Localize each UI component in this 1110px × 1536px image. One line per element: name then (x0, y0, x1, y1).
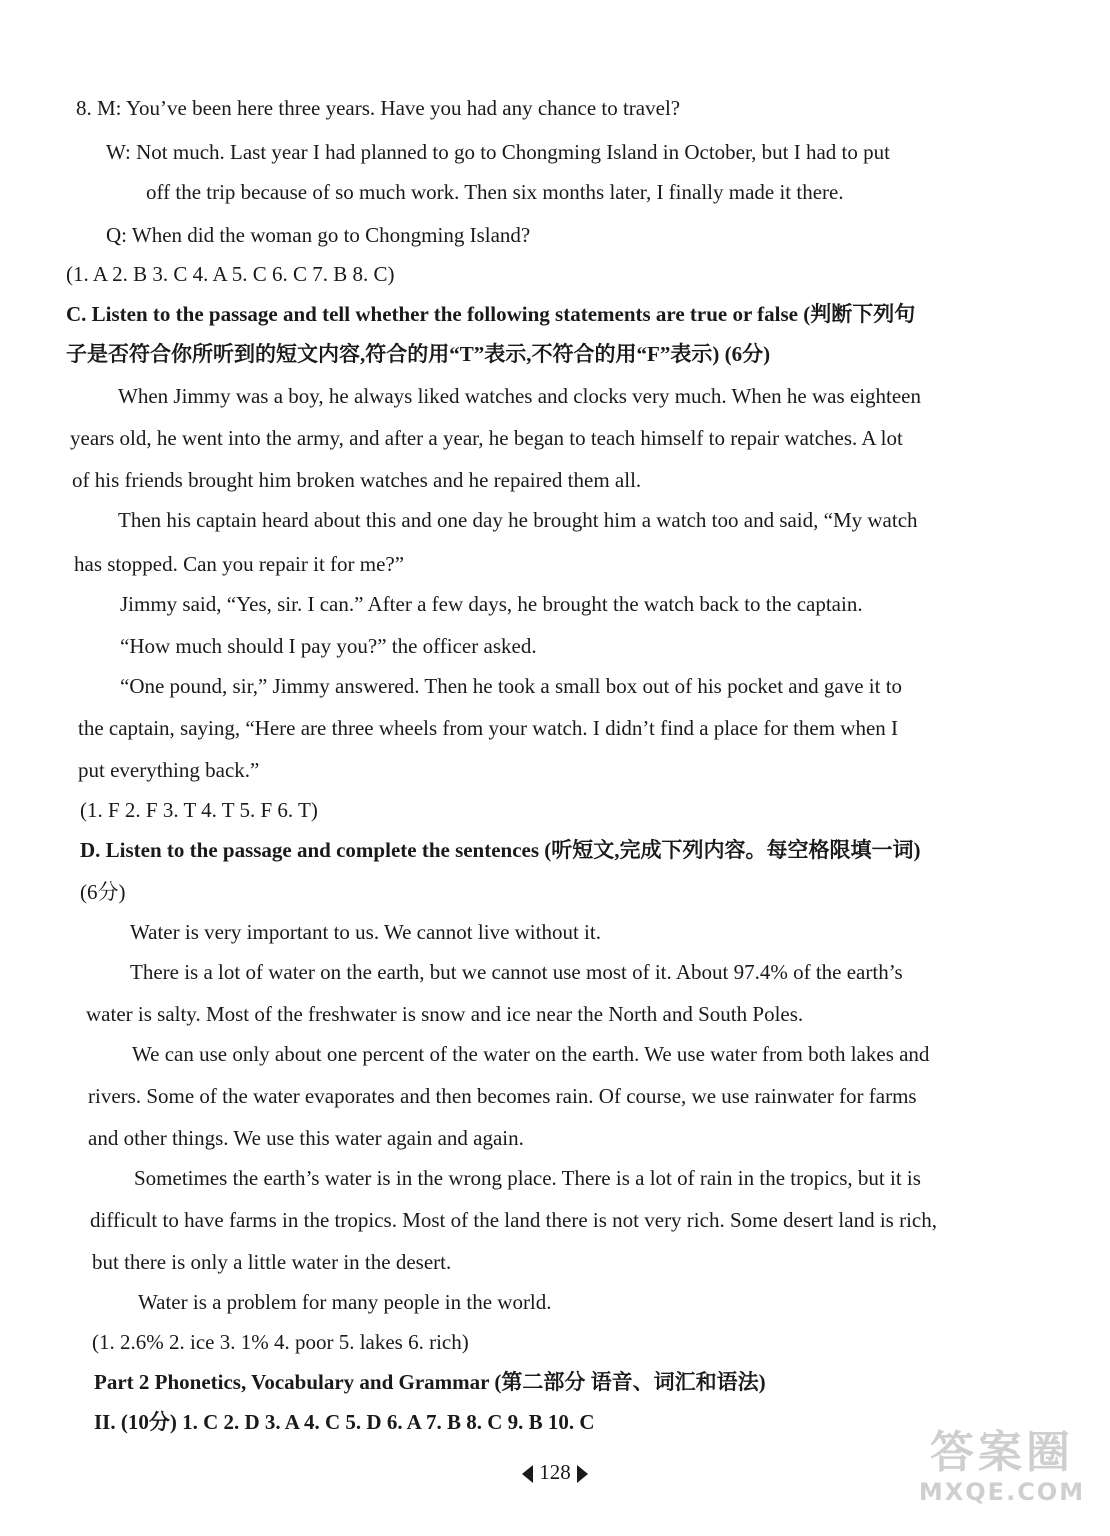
site-watermark (912, 1428, 1092, 1514)
passage-d-line: rivers. Some of the water evaporates and then becomes rain. Of course, we use rainwater for farms (88, 1084, 917, 1108)
passage-d-line: but there is only a little water in the desert. (92, 1250, 452, 1274)
page-number: 128 (539, 1460, 571, 1484)
section-c-heading-line-1: C. Listen to the passage and tell whether the following statements are true or false (判断下列句 (66, 302, 916, 326)
answers-section-c: (1. F 2. F 3. T 4. T 5. F 6. T) (80, 798, 318, 822)
triangle-left-icon (522, 1465, 533, 1483)
passage-c-line: of his friends brought him broken watches and he repaired them all. (72, 468, 642, 492)
passage-c-line: “One pound, sir,” Jimmy answered. Then he took a small box out of his pocket and gave it to (120, 674, 903, 698)
triangle-right-icon (577, 1465, 588, 1483)
passage-c-line: put everything back.” (78, 758, 260, 782)
dialogue-8-w-line-2: off the trip because of so much work. Then six months later, I finally made it there. (146, 180, 844, 204)
passage-d-line: Sometimes the earth’s water is in the wrong place. There is a lot of rain in the tropics, but it is (134, 1166, 921, 1190)
part-2-heading: Part 2 Phonetics, Vocabulary and Grammar (第二部分 语音、词汇和语法) (94, 1370, 766, 1394)
section-d-heading-line-1: D. Listen to the passage and complete the sentences (听短文,完成下列内容。每空格限填一词) (80, 838, 921, 862)
passage-c-line: has stopped. Can you repair it for me?” (74, 552, 405, 576)
watermark-domain-text: MXQE.COM (918, 1478, 1086, 1506)
watermark-logo-text: 答案圈 (930, 1427, 1074, 1478)
passage-d-line: water is salty. Most of the freshwater is snow and ice near the North and South Poles. (86, 1002, 804, 1026)
dialogue-8-m-line: 8. M: You’ve been here three years. Have you had any chance to travel? (76, 96, 681, 120)
passage-c-line: the captain, saying, “Here are three wheels from your watch. I didn’t find a place for them when I (78, 716, 899, 740)
passage-d-line: and other things. We use this water again and again. (88, 1126, 524, 1150)
passage-c-line: Jimmy said, “Yes, sir. I can.” After a few days, he brought the watch back to the captain. (120, 592, 863, 616)
passage-d-line: Water is very important to us. We cannot live without it. (130, 920, 601, 944)
dialogue-8-w-line-1: W: Not much. Last year I had planned to go to Chongming Island in October, but I had to put (106, 140, 890, 164)
passage-c-line: Then his captain heard about this and one day he brought him a watch too and said, “My watch (118, 508, 918, 532)
passage-d-line: There is a lot of water on the earth, but we cannot use most of it. About 97.4% of the earth’s (130, 960, 903, 984)
passage-d-line: difficult to have farms in the tropics. Most of the land there is not very rich. Some desert land is rich, (90, 1208, 937, 1232)
dialogue-8-q-line: Q: When did the woman go to Chongming Island? (106, 223, 531, 247)
passage-c-line: years old, he went into the army, and after a year, he began to teach himself to repair watches. A lot (70, 426, 903, 450)
passage-d-line: Water is a problem for many people in the world. (138, 1290, 552, 1314)
part-2-answers: II. (10分) 1. C 2. D 3. A 4. C 5. D 6. A 7. B 8. C 9. B 10. C (94, 1410, 595, 1434)
answers-section-b: (1. A 2. B 3. C 4. A 5. C 6. C 7. B 8. C) (66, 262, 395, 286)
passage-d-line: We can use only about one percent of the water on the earth. We use water from both lakes and (132, 1042, 930, 1066)
answers-section-d: (1. 2.6% 2. ice 3. 1% 4. poor 5. lakes 6. rich) (92, 1330, 469, 1354)
passage-c-line: “How much should I pay you?” the officer asked. (120, 634, 537, 658)
section-c-heading-line-2: 子是否符合你所听到的短文内容,符合的用“T”表示,不符合的用“F”表示) (6分) (66, 342, 771, 366)
passage-c-line: When Jimmy was a boy, he always liked watches and clocks very much. When he was eighteen (118, 384, 922, 408)
section-d-heading-line-2: (6分) (80, 880, 126, 904)
